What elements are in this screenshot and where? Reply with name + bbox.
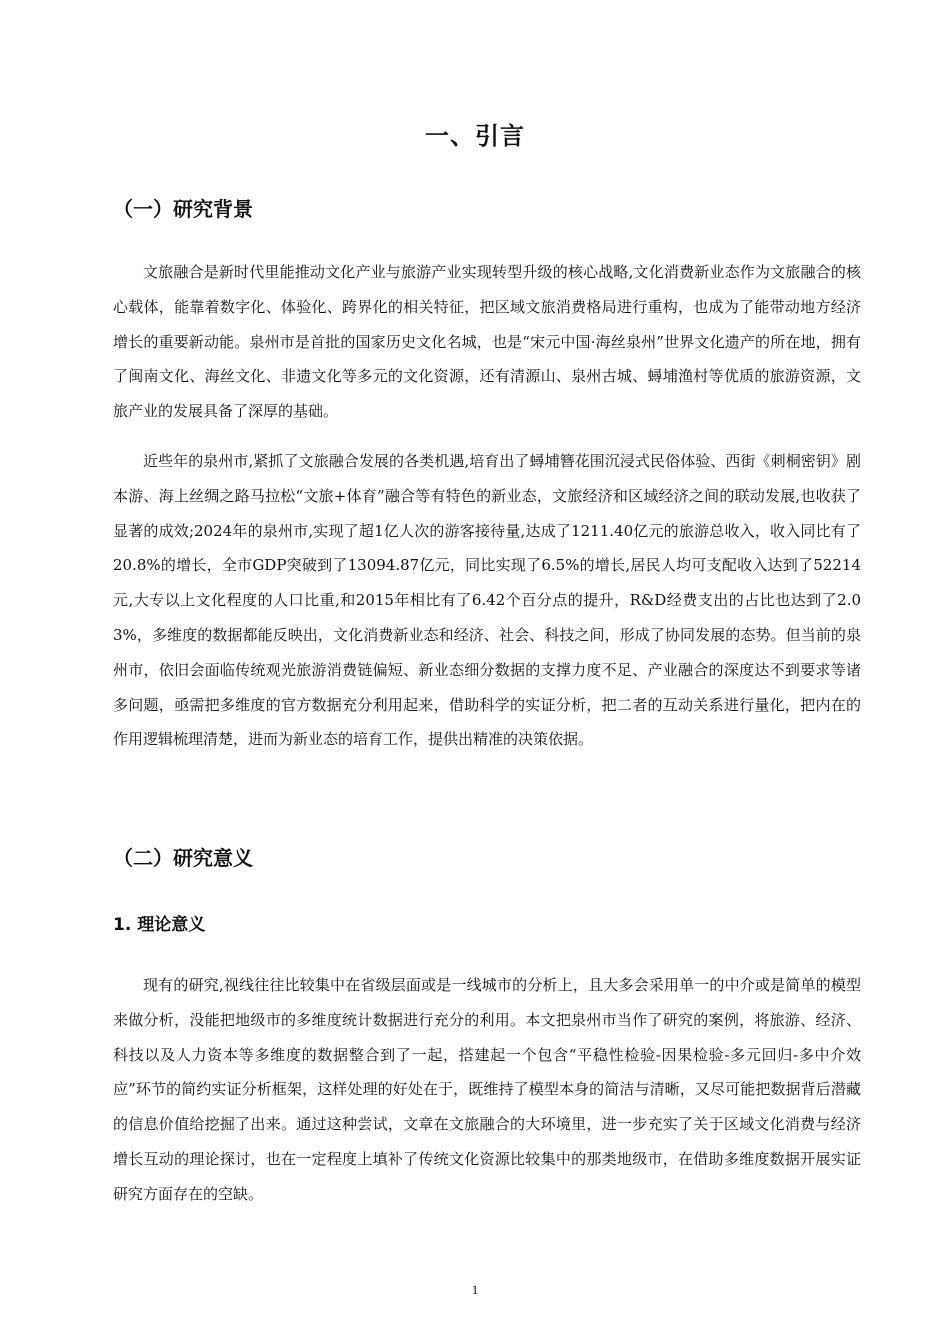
background-paragraph-1: 文旅融合是新时代里能推动文化产业与旅游产业实现转型升级的核心战略,文化消费新业态作为文旅融合的核心载体，能靠着数字化、体验化、跨界化的相关特征，把区域文旅消费格局进行重构，也成为了能带动地方经济增长的重要新动能。泉州市是首批的国家历史文化名城，也是“宋元中国·海丝泉州”世界文化遗产的所在地，拥有了闽南文化、海丝文化、非遗文化等多元的文化资源，还有清源山、泉州古城、蟳埔渔村等优质的旅游资源，文旅产业的发展具备了深厚的基础。 — [113, 263, 861, 421]
section-heading-significance: （二）研究意义 — [113, 846, 253, 870]
chapter-title: 一、引言 — [425, 122, 525, 150]
subsection-heading-theoretical: 1. 理论意义 — [113, 915, 206, 935]
background-paragraph-2: 近些年的泉州市,紧抓了文旅融合发展的各类机遇,培育出了蟳埔簪花围沉浸式民俗体验、西街《刺桐密钥》剧本游、海上丝绸之路马拉松“文旅+体育”融合等有特色的新业态，文旅经济和区域经济之间的联动发展,也收获了显著的成效;2024年的泉州市,实现了超1亿人次的游客接待量,达成了1211.40亿元的旅游总收入，收入同比有了20.8%的增长，全市GDP突破到了13094.87亿元，同比实现了6.5%的增长,居民人均可支配收入达到了52214元,大专以上文化程度的人口比重,和2015年相比有了6.42个百分点的提升，R&D经费支出的占比也达到了2.03%，多维度的数据都能反映出，文化消费新业态和经济、社会、科技之间，形成了协同发展的态势。但当前的泉州市，依旧会面临传统观光旅游消费链偏短、新业态细分数据的支撑力度不足、产业融合的深度达不到要求等诸多问题，亟需把多维度的官方数据充分利用起来，借助科学的实证分析，把二者的互动关系进行量化，把内在的作用逻辑梳理清楚，进而为新业态的培育工作，提供出精准的决策依据。 — [113, 452, 861, 749]
page-number: 1 — [471, 1282, 479, 1297]
theoretical-paragraph-1: 现有的研究,视线往往比较集中在省级层面或是一线城市的分析上，且大多会采用单一的中介或是简单的模型来做分析，没能把地级市的多维度统计数据进行充分的利用。本文把泉州市当作了研究的案例，将旅游、经济、科技以及人力资本等多维度的数据整合到了一起，搭建起一个包含“平稳性检验-因果检验-多元回归-多中介效应”环节的简约实证分析框架，这样处理的好处在于，既维持了模型本身的简洁与清晰，又尽可能把数据背后潜藏的信息价值给挖掘了出来。通过这种尝试，文章在文旅融合的大环境里，进一步充实了关于区域文化消费与经济增长互动的理论探讨，也在一定程度上填补了传统文化资源比较集中的那类地级市，在借助多维度数据开展实证研究方面存在的空缺。 — [113, 976, 861, 1203]
section-heading-background: （一）研究背景 — [113, 197, 253, 221]
